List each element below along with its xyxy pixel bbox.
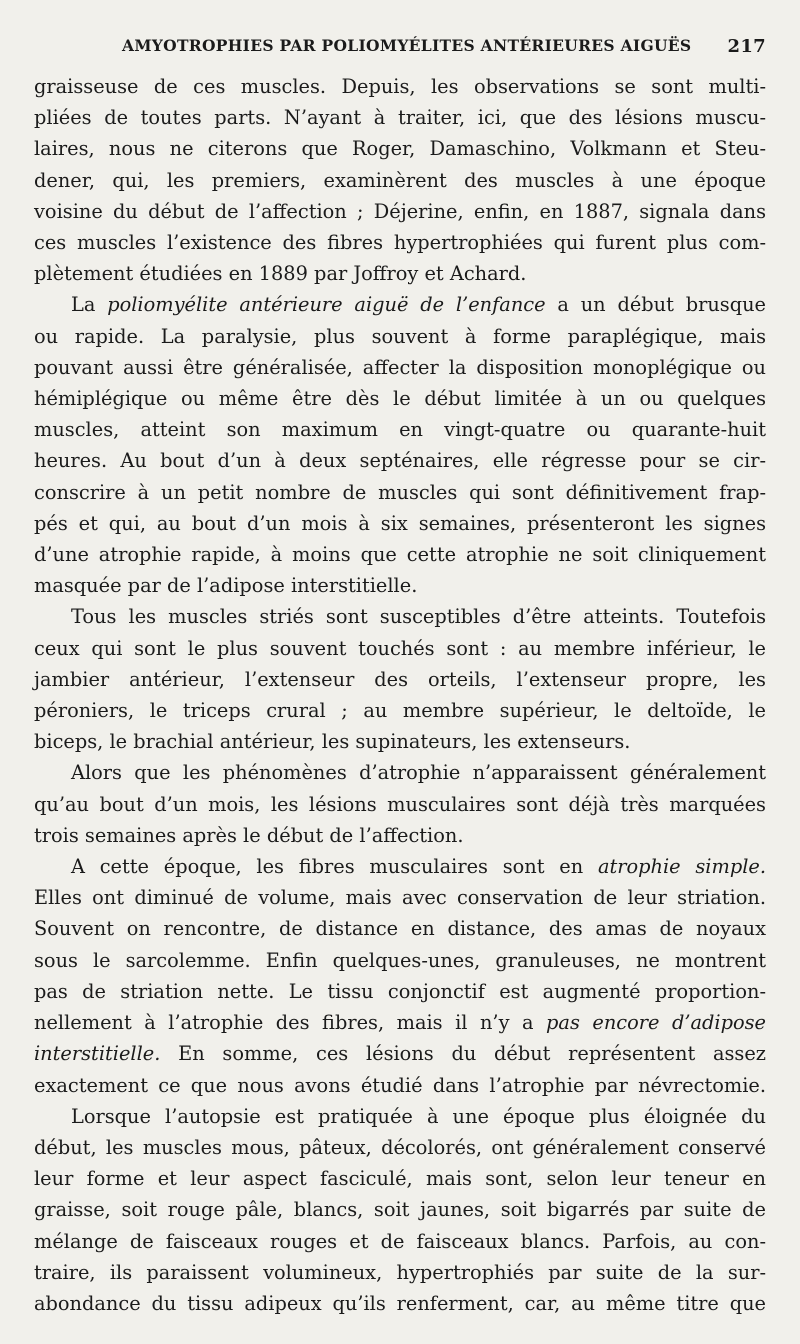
text-segment: Tous les muscles striés sont susceptibles d’être atteints. Toutefois [71, 605, 766, 629]
text-line [34, 352, 766, 383]
text-segment: pés et qui, au bout d’un mois à six semaines, présenteront les signes [34, 511, 766, 535]
text-segment: pas de striation nette. Le tissu conjonctif est augmenté proportion- [34, 979, 766, 1003]
text-line [34, 477, 766, 508]
text-segment: d’une atrophie rapide, à moins que cette atrophie ne soit cliniquement [34, 543, 766, 567]
text-line [34, 539, 766, 570]
text-line [34, 71, 766, 102]
text-line [34, 570, 766, 601]
text-line [34, 289, 766, 320]
text-line [34, 1288, 766, 1319]
text-segment: conscrire à un petit nombre de muscles qui sont définitivement frap- [34, 480, 766, 504]
text-segment: ou rapide. La paralysie, plus souvent à forme paraplégique, mais [34, 324, 766, 348]
text-segment: traire, ils paraissent volumineux, hypertrophiés par suite de la sur- [34, 1260, 766, 1284]
text-segment: qu’au bout d’un mois, les lésions musculaires sont déjà très marquées [34, 792, 766, 816]
text-line [34, 1007, 766, 1038]
text-segment: graisseuse de ces muscles. Depuis, les observations se sont multi- [34, 75, 766, 98]
text-line [34, 945, 766, 976]
text-segment: Elles ont diminué de volume, mais avec conservation de leur striation. [34, 886, 766, 910]
text-segment: Lorsque l’autopsie est pratiquée à une époque plus éloignée du [71, 1104, 766, 1128]
text-segment: muscles, atteint son maximum en vingt-quatre ou quarante-huit [34, 418, 766, 442]
text-line [34, 1226, 766, 1257]
text-line [34, 227, 766, 258]
text-line [34, 196, 766, 227]
text-line [34, 383, 766, 414]
text-segment: pliées de toutes parts. N’ayant à traiter, ici, que des lésions muscu- [34, 106, 766, 130]
text-segment: La [71, 293, 108, 317]
text-line [34, 165, 766, 196]
text-segment: A cette époque, les fibres musculaires sont en [71, 855, 598, 879]
text-segment: Souvent on rencontre, de distance en distance, des amas de noyaux [34, 917, 766, 941]
text-segment: voisine du début de l’affection ; Déjerine, enfin, en 1887, signala dans [34, 199, 766, 223]
text-line [34, 851, 766, 882]
text-segment: leur forme et leur aspect fasciculé, mais sont, selon leur teneur en [34, 1167, 766, 1191]
text-line [34, 321, 766, 352]
text-segment: trois semaines après le début de l’affection. [34, 823, 464, 847]
text-segment: graisse, soit rouge pâle, blancs, soit jaunes, soit bigarrés par suite de [34, 1198, 766, 1222]
italic-text: pas encore d’adipose [546, 1011, 766, 1035]
page-number: 217 [727, 36, 766, 57]
text-line [34, 882, 766, 913]
running-title: AMYOTROPHIES PAR POLIOMYÉLITES ANTÉRIEURES AIGUËS [122, 36, 692, 55]
text-segment: péroniers, le triceps crural ; au membre supérieur, le deltoïde, le [34, 699, 766, 723]
text-line [34, 102, 766, 133]
text-line [34, 633, 766, 664]
text-segment: nellement à l’atrophie des fibres, mais il n’y a [34, 1011, 547, 1035]
text-segment: dener, qui, les premiers, examinèrent des muscles à une époque [34, 168, 766, 192]
text-line [34, 664, 766, 695]
text-segment: ces muscles l’existence des fibres hypertrophiées qui furent plus com- [34, 231, 766, 255]
text-line [34, 601, 766, 632]
text-line [34, 695, 766, 726]
italic-text: poliomyélite antérieure aiguë de l’enfance [107, 293, 546, 317]
text-segment: En somme, ces lésions du début représentent assez [160, 1042, 766, 1066]
text-line [34, 913, 766, 944]
text-segment: a un début brusque [545, 293, 767, 317]
text-segment: hémiplégique ou même être dès le début limitée à un ou quelques [34, 387, 766, 411]
text-line [34, 757, 766, 788]
text-line [34, 258, 766, 289]
text-segment: jambier antérieur, l’extenseur des orteils, l’extenseur propre, les [34, 667, 766, 691]
text-segment: plètement étudiées en 1889 par Joffroy et Achard. [34, 262, 527, 286]
text-line [34, 1038, 766, 1069]
text-segment: biceps, le brachial antérieur, les supinateurs, les extenseurs. [34, 730, 631, 754]
text-segment: sous le sarcolemme. Enfin quelques-unes, granuleuses, ne montrent [34, 948, 766, 972]
text-line [34, 1101, 766, 1132]
text-line [34, 1070, 766, 1101]
text-line [34, 789, 766, 820]
text-segment: abondance du tissu adipeux qu’ils renferment, car, au même titre que [34, 1291, 766, 1315]
text-line [34, 976, 766, 1007]
text-line [34, 1163, 766, 1194]
text-segment: début, les muscles mous, pâteux, décolorés, ont généralement conservé [34, 1135, 766, 1159]
body-text [34, 71, 766, 1319]
italic-text: atrophie simple. [597, 855, 766, 879]
italic-text: interstitielle. [34, 1042, 161, 1066]
text-segment: heures. Au bout d’un à deux septénaires, elle régresse pour se cir- [34, 449, 766, 473]
text-line [34, 445, 766, 476]
text-segment: pouvant aussi être généralisée, affecter la disposition monoplégique ou [34, 355, 766, 379]
running-head [34, 30, 766, 60]
text-line [34, 508, 766, 539]
text-line [34, 133, 766, 164]
text-line [34, 414, 766, 445]
text-line [34, 726, 766, 757]
text-line [34, 1132, 766, 1163]
text-line [34, 1257, 766, 1288]
text-segment: masquée par de l’adipose interstitielle. [34, 574, 418, 598]
text-line [34, 1194, 766, 1225]
text-segment: ceux qui sont le plus souvent touchés sont : au membre inférieur, le [34, 636, 766, 660]
text-segment: mélange de faisceaux rouges et de faisceaux blancs. Parfois, au con- [34, 1229, 766, 1253]
text-segment: exactement ce que nous avons étudié dans l’atrophie par névrectomie. [34, 1073, 766, 1097]
text-line [34, 820, 766, 851]
text-segment: Alors que les phénomènes d’atrophie n’apparaissent généralement [71, 761, 766, 785]
text-segment: laires, nous ne citerons que Roger, Damaschino, Volkmann et Steu- [34, 137, 766, 161]
